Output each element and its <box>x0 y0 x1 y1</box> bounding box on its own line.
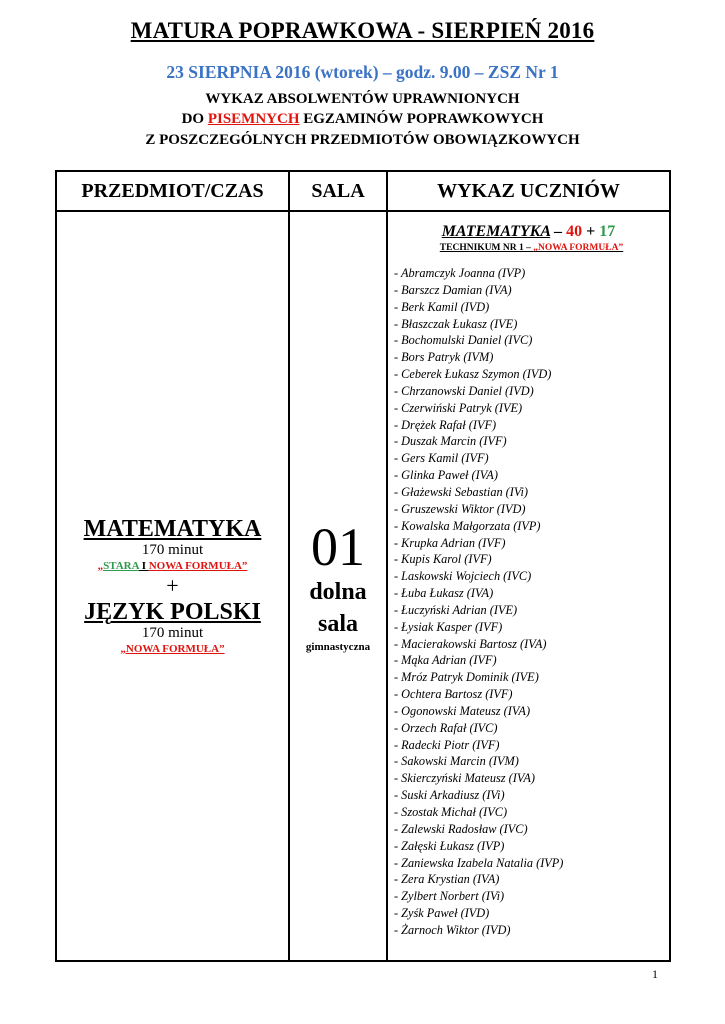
list-item: - Krupka Adrian (IVF) <box>394 535 506 550</box>
subtitle-line-3: Z POSZCZEGÓLNYCH PRZEDMIOTÓW OBOWIĄZKOWYCH <box>145 132 580 148</box>
list-item: - Łuczyński Adrian (IVE) <box>394 602 518 617</box>
page-number: 1 <box>652 967 658 981</box>
list-item: - Załęski Łukasz (IVP) <box>394 838 505 853</box>
list-item: - Zaniewska Izabela Natalia (IVP) <box>394 855 564 870</box>
list-item: - Mąka Adrian (IVF) <box>394 653 497 668</box>
list-item: - Bors Patryk (IVM) <box>394 350 494 365</box>
list-item: - Radecki Piotr (IVF) <box>394 737 500 752</box>
plus-separator: + <box>166 572 179 598</box>
list-item: - Orzech Rafał (IVC) <box>394 720 498 735</box>
subject-cell <box>56 211 289 961</box>
list-item: - Abramczyk Joanna (IVP) <box>394 266 526 280</box>
list-item: - Drężek Rafał (IVF) <box>394 417 497 432</box>
header-room: SALA <box>289 171 387 211</box>
room-name-line-2: sala <box>317 611 358 637</box>
list-item: - Szostak Michał (IVC) <box>394 805 508 819</box>
formula-new-label: NOWA FORMUŁA” <box>148 559 248 572</box>
list-heading-plus: + <box>582 223 600 240</box>
list-item: - Ceberek Łukasz Szymon (IVD) <box>394 367 552 382</box>
list-item: - Ochtera Bartosz (IVF) <box>394 687 513 702</box>
list-item: - Berk Kamil (IVD) <box>394 299 490 314</box>
list-item: - Glinka Paweł (IVA) <box>394 468 498 483</box>
list-item: - Mróz Patryk Dominik (IVE) <box>394 670 539 685</box>
list-heading-count-a: 40 <box>566 223 583 240</box>
list-item: - Sakowski Marcin (IVM) <box>394 754 519 769</box>
list-item: - Łuba Łukasz (IVA) <box>394 586 494 601</box>
list-item: - Zera Krystian (IVA) <box>394 872 500 887</box>
list-item: - Zylbert Norbert (IVi) <box>394 889 505 904</box>
subject-polish-name: JĘZYK POLSKI <box>84 598 261 625</box>
list-item: - Gers Kamil (IVF) <box>394 451 489 466</box>
room-cell <box>289 211 387 961</box>
list-item: - Kupis Karol (IVF) <box>394 552 492 567</box>
document-title: MATURA POPRAWKOWA - SIERPIEŃ 2016 <box>130 18 595 43</box>
formula-and-label: I <box>138 559 149 572</box>
list-item: - Czerwiński Patryk (IVE) <box>394 400 523 415</box>
subject-polish-duration: 170 minut <box>141 624 204 641</box>
subtitle-line-2-prefix: DO <box>181 111 208 127</box>
room-subtitle: gimnastyczna <box>305 641 371 653</box>
list-item: - Głażewski Sebastian (IVi) <box>394 484 528 499</box>
list-item: - Zyśk Paweł (IVD) <box>394 906 490 921</box>
subject-math-formula <box>57 559 288 574</box>
list-item: - Błaszczak Łukasz (IVE) <box>394 316 518 331</box>
subject-polish-formula: „NOWA FORMUŁA” <box>120 642 225 655</box>
subtitle-line-2 <box>0 109 725 129</box>
list-item: - Ogonowski Mateusz (IVA) <box>394 703 531 718</box>
table-header-row <box>56 171 670 211</box>
list-heading-subject: MATEMATYKA <box>441 223 551 240</box>
exam-date-line: 23 SIERPNIA 2016 (wtorek) – godz. 9.00 – ZSZ Nr 1 <box>166 62 559 82</box>
list-item: - Duszak Marcin (IVF) <box>394 434 507 449</box>
list-item: - Chrzanowski Daniel (IVD) <box>394 383 534 398</box>
formula-old-label: STARA <box>103 559 139 572</box>
school-name: TECHNIKUM NR 1 – <box>439 243 534 253</box>
list-item: - Macierakowski Bartosz (IVA) <box>394 636 547 651</box>
header-student-list: WYKAZ UCZNIÓW <box>387 171 670 211</box>
list-item: - Żarnoch Wiktor (IVD) <box>394 922 511 937</box>
subtitle-line-1: WYKAZ ABSOLWENTÓW UPRAWNIONYCH <box>205 91 520 107</box>
school-formula: „NOWA FORMUŁA” <box>533 243 624 253</box>
exam-table <box>55 170 671 962</box>
header-subject-time: PRZEDMIOT/CZAS <box>56 171 289 211</box>
subtitle-line-2-suffix: EGZAMINÓW POPRAWKOWYCH <box>299 111 544 127</box>
student-list <box>394 265 669 939</box>
list-item: - Suski Arkadiusz (IVi) <box>394 788 505 803</box>
list-item: - Łysiak Kasper (IVF) <box>394 619 503 634</box>
written-exam-highlight: PISEMNYCH <box>207 111 300 127</box>
list-item: - Zalewski Radosław (IVC) <box>394 821 528 836</box>
list-item: - Skierczyński Mateusz (IVA) <box>394 771 536 786</box>
student-list-cell <box>387 211 670 961</box>
table-row <box>56 211 670 961</box>
room-number: 01 <box>311 517 365 577</box>
subject-math-name: MATEMATYKA <box>83 515 262 542</box>
list-heading-dash: – <box>550 223 567 240</box>
list-item: - Laskowski Wojciech (IVC) <box>394 569 532 584</box>
list-item: - Bochomulski Daniel (IVC) <box>394 333 533 348</box>
list-item: - Gruszewski Wiktor (IVD) <box>394 501 526 516</box>
list-heading-count-b: 17 <box>599 223 616 240</box>
school-label <box>394 242 669 255</box>
list-item: - Kowalska Małgorzata (IVP) <box>394 518 541 533</box>
room-name-line-1: dolna <box>309 579 367 605</box>
subject-math-duration: 170 minut <box>141 541 204 558</box>
list-item: - Barszcz Damian (IVA) <box>394 282 512 297</box>
formula-open-quote: „ <box>97 559 104 572</box>
student-list-heading <box>388 222 669 242</box>
